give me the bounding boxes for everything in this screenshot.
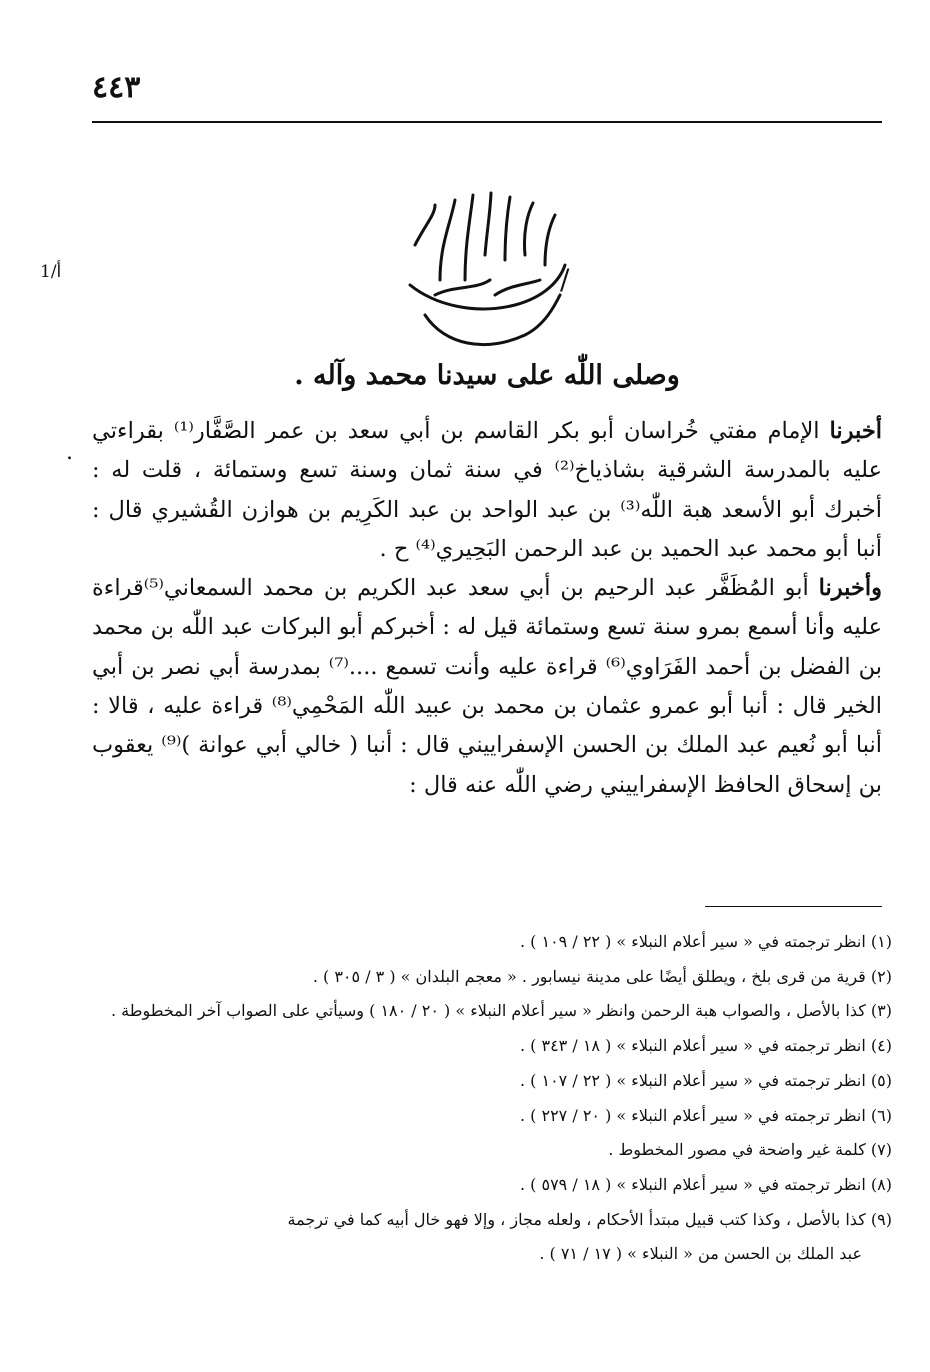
footnote-6: (٦) انظر ترجمته في « سير أعلام النبلاء » ( ٢٠ / ٢٢٧ ) .: [519, 1105, 892, 1125]
footnote-3: (٣) كذا بالأصل ، والصواب هبة الرحمن وانظر « سير أعلام النبلاء » ( ٢٠ / ١٨٠ ) وسيأتي على الصواب آخر المخطوطة .: [110, 1001, 892, 1021]
paragraph-1-text: الإمام مفتي خُراسان أبو بكر القاسم بن أبي سعد بن عمر الصَّفَّار⁽¹⁾ بقراءتي عليه بالمدرسة الشرقية بشاذياخ⁽²⁾ في سنة ثمان وسنة تسع وستمائة ، قلت له : أخبرك أبو الأسعد هبة اللّٰه⁽³⁾ بن عبد الواحد بن عبد الكَرِيم بن هوازن القُشيري قال : أنبا أبو محمد عبد الحميد بن عبد الرحمن البَحِيري⁽⁴⁾ ح .: [92, 418, 882, 562]
footnote-8: (٨) انظر ترجمته في « سير أعلام النبلاء » ( ١٨ / ٥٧٩ ) .: [519, 1174, 892, 1194]
main-text: [92, 412, 882, 805]
paragraph-2-lead: وأخبرنا: [818, 575, 882, 602]
header-rule: [92, 121, 882, 123]
footnote-2: (٢) قرية من قرى بلخ ، ويطلق أيضًا على مدينة نيسابور . « معجم البلدان » ( ٣ / ٣٠٥ ) .: [312, 966, 892, 986]
margin-dot: .: [66, 440, 73, 465]
paragraph-2: [92, 569, 882, 805]
footnote-5: (٥) انظر ترجمته في « سير أعلام النبلاء » ( ٢٢ / ١٠٧ ) .: [519, 1070, 892, 1090]
footnote-1: (١) انظر ترجمته في « سير أعلام النبلاء » ( ٢٢ / ١٠٩ ) .: [519, 932, 892, 951]
salutation-heading: وصلى اللّٰه على سيدنا محمد وآله .: [294, 360, 680, 391]
footnote-4: (٤) انظر ترجمته في « سير أعلام النبلاء » ( ١٨ / ٣٤٣ ) .: [519, 1036, 892, 1056]
paragraph-1: [92, 412, 882, 569]
folio-slash-mark: /: [560, 263, 570, 296]
footnote-9: (٩) كذا بالأصل ، وكذا كتب قبيل مبتدأ الأحكام ، ولعله مجاز ، وإلا فهو خال أبيه كما في ترجمة: [287, 1209, 892, 1229]
footnotes: [92, 925, 892, 1272]
basmala-calligraphy: [395, 185, 575, 355]
manuscript-folio-ref: 1/أ: [40, 262, 62, 282]
footnote-9-continued: عبد الملك بن الحسن من « النبلاء » ( ١٧ / ٧١ ) .: [539, 1244, 862, 1264]
footnote-7: (٧) كلمة غير واضحة في مصور المخطوط .: [608, 1140, 892, 1160]
paragraph-2-text: أبو المُظَفَّر عبد الرحيم بن أبي سعد عبد الكريم بن محمد السمعاني⁽⁵⁾قراءة عليه وأنا أسمع بمرو سنة تسع وستمائة قيل له : أخبركم أبو البركات عبد اللّٰه بن محمد بن الفضل بن أحمد الفَرَاوي⁽⁶⁾ قراءة عليه وأنت تسمع ....⁽⁷⁾ بمدرسة أبي نصر بن أبي الخير قال : أنبا أبو عمرو عثمان بن محمد بن عبيد اللّٰه المَحْمِي⁽⁸⁾ قراءة عليه ، قالا : أنبا أبو نُعيم عبد الملك بن الحسن الإسفراييني قال : أنبا ( خالي أبي عوانة )⁽⁹⁾ يعقوب بن إسحاق الحافظ الإسفراييني رضي اللّٰه عنه قال :: [92, 575, 883, 798]
paragraph-1-lead: أخبرنا: [829, 418, 882, 444]
footnote-rule: [705, 906, 882, 907]
page-number: ٤٤٣: [92, 70, 141, 105]
